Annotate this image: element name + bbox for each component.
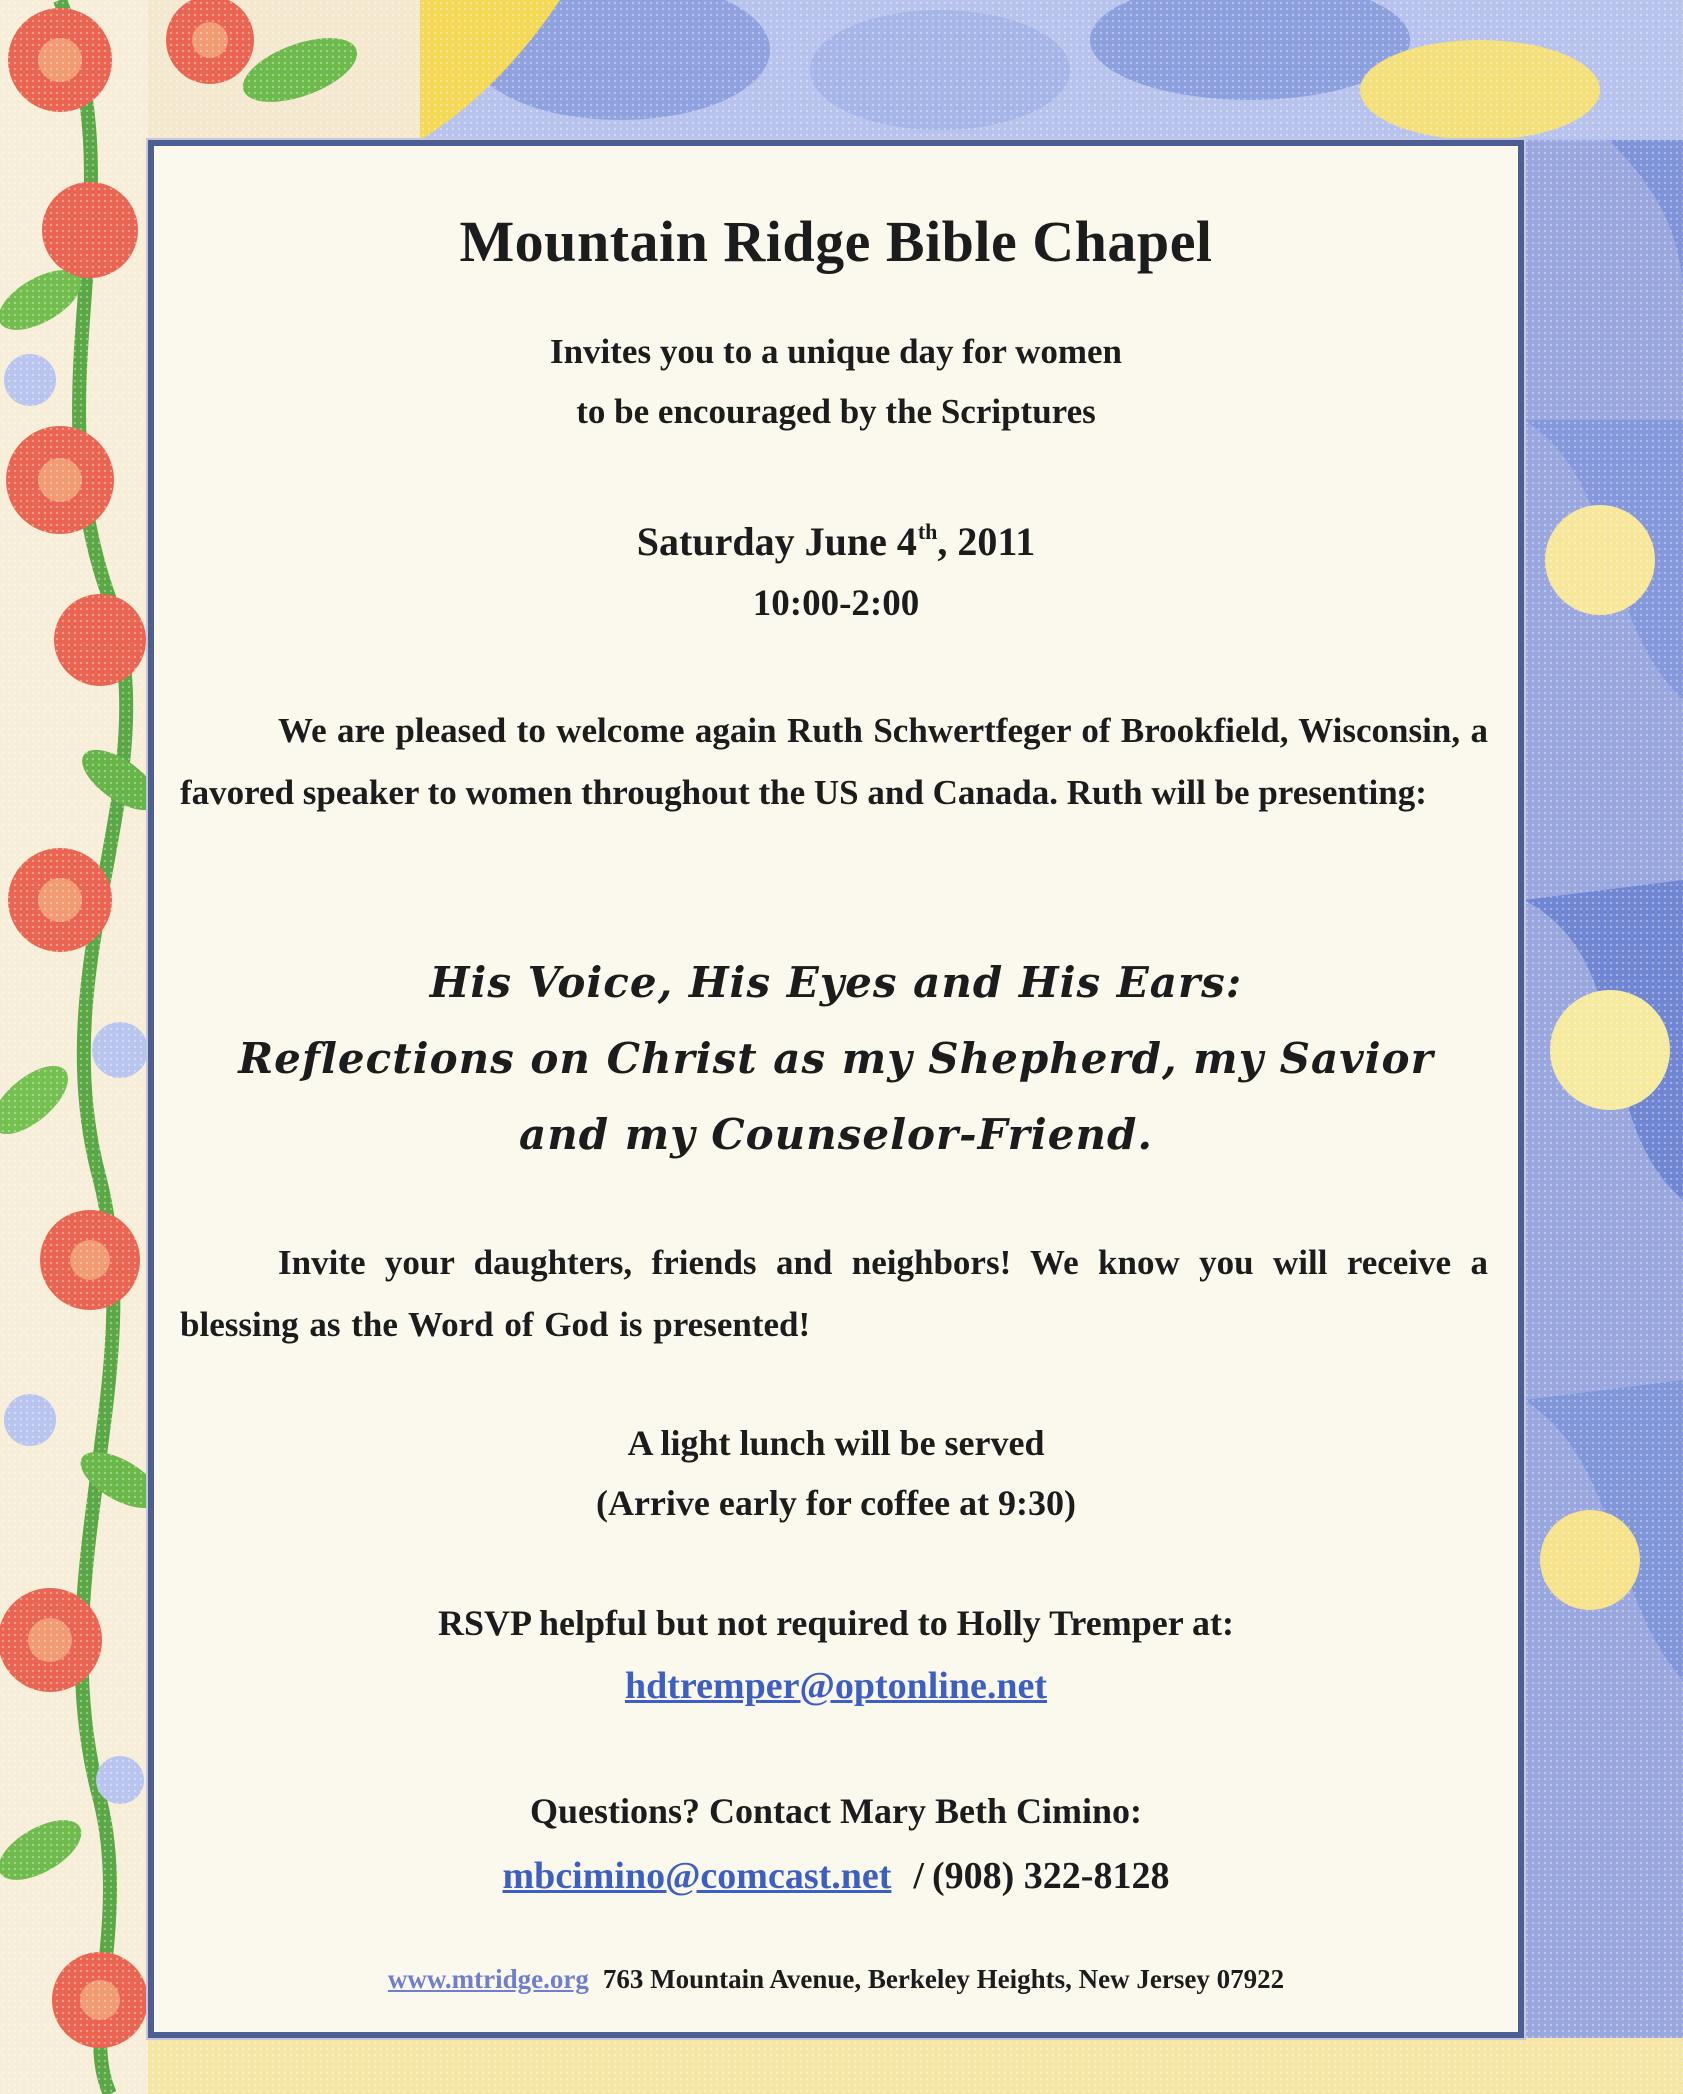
rsvp-email-row — [154, 1664, 1518, 1708]
footer-row — [154, 1964, 1518, 1995]
invitation-line-2: to be encouraged by the Scriptures — [576, 392, 1096, 431]
event-date-ordinal: th — [917, 519, 938, 544]
footer-website-link[interactable]: www.mtridge.org — [387, 1964, 589, 1994]
event-date-main: Saturday June 4 — [636, 519, 917, 564]
speaker-paragraph: We are pleased to welcome again Ruth Schwertfeger of Brookfield, Wisconsin, a favored speaker to women throughout the US and Canada. Ruth will be presenting: — [180, 711, 1488, 812]
rsvp-line: RSVP helpful but not required to Holly Tremper at: — [437, 1603, 1235, 1643]
event-time: 10:00-2:00 — [752, 583, 920, 624]
flyer-panel — [148, 140, 1524, 2038]
rsvp-email-link[interactable]: hdtremper@optonline.net — [624, 1665, 1048, 1707]
presentation-title-line-3: and my Counselor-Friend. — [518, 1110, 1154, 1159]
questions-line: Questions? Contact Mary Beth Cimino: — [530, 1791, 1142, 1831]
questions-contact-row — [154, 1854, 1518, 1898]
footer-address: 763 Mountain Avenue, Berkeley Heights, New Jersey 07922 — [602, 1964, 1285, 1994]
lunch-line-2: (Arrive early for coffee at 9:30) — [595, 1483, 1077, 1523]
presentation-title-line-1: His Voice, His Eyes and His Ears: — [429, 958, 1243, 1007]
event-date-year: , 2011 — [937, 519, 1036, 564]
presentation-title-line-2: Reflections on Christ as my Shepherd, my Savior — [238, 1034, 1434, 1083]
lunch-line-1: A light lunch will be served — [627, 1423, 1045, 1463]
page-title: Mountain Ridge Bible Chapel — [459, 209, 1213, 274]
event-date — [154, 518, 1518, 565]
questions-phone: (908) 322-8128 — [931, 1855, 1170, 1897]
invite-paragraph: Invite your daughters, friends and neighbors! We know you will receive a blessing as the Word of God is presented! — [180, 1243, 1488, 1344]
contact-separator: / — [913, 1855, 924, 1897]
questions-email-link[interactable]: mbcimino@comcast.net — [502, 1855, 892, 1897]
invitation-line-1: Invites you to a unique day for women — [549, 332, 1123, 371]
